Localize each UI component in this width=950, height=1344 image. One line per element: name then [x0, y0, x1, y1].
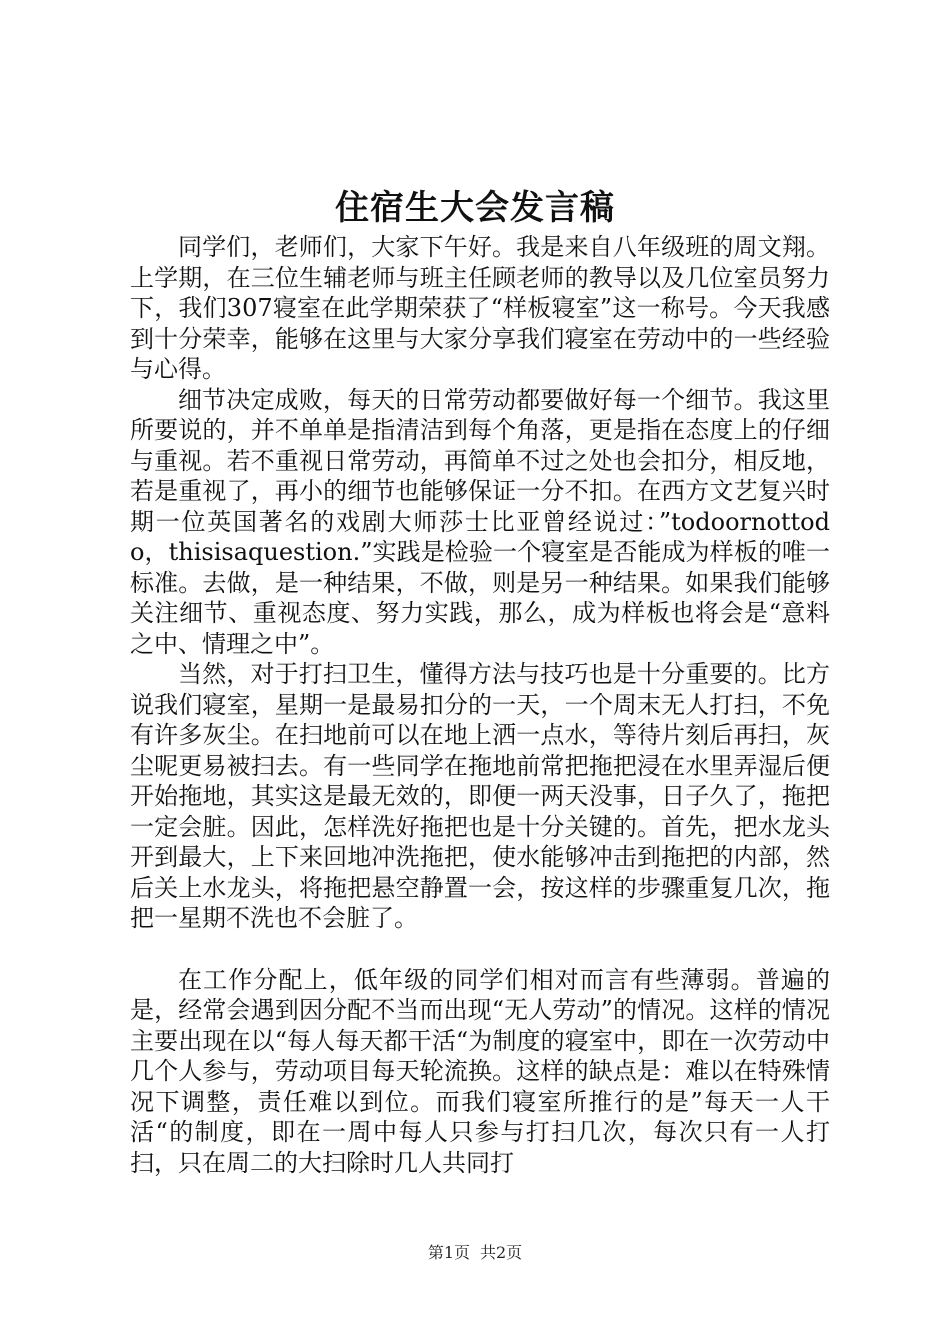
- paragraph-work-allocation: 在工作分配上，低年级的同学们相对而言有些薄弱。普遍的是，经常会遇到因分配不当而出现“无人劳动”的情况。这样的情况主要出现在以“每人每天都干活“为制度的寝室中，即在一次劳动中几个人参与，劳动项目每天轮流换。这样的缺点是：难以在特殊情况下调整，责任难以到位。而我们寝室所推行的是”每天一人干活“的制度，即在一周中每人只参与打扫几次，每次只有一人打扫，只在周二的大扫除时几人共同打: [130, 965, 830, 1177]
- page-number: 第1页: [427, 1243, 470, 1262]
- page-title: 住宿生大会发言稿: [335, 188, 615, 228]
- page-footer: [0, 1241, 950, 1265]
- paragraph-spacer: [130, 934, 830, 965]
- paragraph-intro: 同学们，老师们，大家下午好。我是来自八年级班的周文翔。上学期，在三位生辅老师与班主任顾老师的教导以及几位室员努力下，我们307寝室在此学期荣获了“样板寝室”这一称号。今天我感到十分荣幸，能够在这里与大家分享我们寝室在劳动中的一些经验与心得。: [130, 233, 830, 383]
- paragraph-methods: 当然，对于打扫卫生，懂得方法与技巧也是十分重要的。比方说我们寝室，星期一是最易扣分的一天，一个周末无人打扫，不免有许多灰尘。在扫地前可以在地上洒一点水，等待片刻后再扫，灰尘呢更易被扫去。有一些同学在拖地前常把拖把浸在水里弄湿后便开始拖地，其实这是最无效的，即便一两天没事，日子久了，拖把一定会脏。因此，怎样洗好拖把也是十分关键的。首先，把水龙头开到最大，上下来回地冲洗拖把，使水能够冲击到拖把的内部，然后关上水龙头，将拖把悬空静置一会，按这样的步骤重复几次，拖把一星期不洗也不会脏了。: [130, 660, 830, 932]
- paragraph-details: 细节决定成败，每天的日常劳动都要做好每一个细节。我这里所要说的，并不单单是指清洁到每个角落，更是指在态度上的仔细与重视。若不重视日常劳动，再简单不过之处也会扣分，相反地，若是重视了，再小的细节也能够保证一分不扣。在西方文艺复兴时期一位英国著名的戏剧大师莎士比亚曾经说过：”todoornottodo，thisisaquestion.”实践是检验一个寝室是否能成为样板的唯一标准。去做，是一种结果，不做，则是另一种结果。如果我们能够关注细节、重视态度、努力实践，那么，成为样板也将会是“意料之中、情理之中”。: [130, 385, 830, 658]
- document-body: [130, 232, 830, 1178]
- page-total: 共2页: [480, 1243, 523, 1262]
